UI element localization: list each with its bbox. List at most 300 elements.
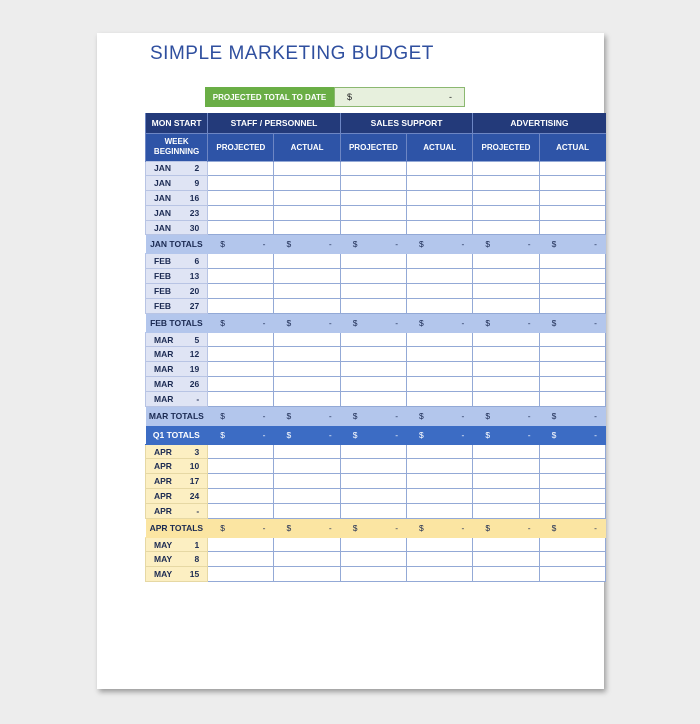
week-row [146, 474, 606, 489]
week-row [146, 220, 606, 235]
budget-input-cell[interactable] [473, 284, 539, 299]
currency-symbol: $ [352, 239, 358, 250]
week-day: 6 [194, 256, 200, 267]
budget-input-cell[interactable] [539, 347, 605, 362]
week-label-cell [146, 444, 208, 459]
budget-input-cell[interactable] [407, 176, 473, 191]
budget-input-cell[interactable] [208, 220, 274, 235]
budget-input-cell[interactable] [340, 298, 406, 313]
currency-symbol: $ [220, 239, 225, 250]
budget-input-cell[interactable] [473, 205, 539, 220]
total-value: - [328, 429, 332, 440]
budget-input-cell[interactable] [208, 391, 274, 406]
totals-label: APR TOTALS [146, 518, 208, 537]
budget-input-cell[interactable] [340, 254, 406, 269]
budget-input-cell[interactable] [473, 176, 539, 191]
category-header-sales: SALES SUPPORT [340, 113, 473, 133]
totals-label: JAN TOTALS [146, 235, 208, 254]
week-day: 20 [189, 285, 200, 296]
week-month: JAN [154, 207, 172, 218]
budget-input-cell[interactable] [539, 489, 605, 504]
totals-value-cell [340, 425, 406, 444]
week-label-cell [146, 284, 208, 299]
total-value: - [594, 410, 597, 421]
budget-input-cell[interactable] [340, 537, 406, 552]
budget-input-cell[interactable] [340, 567, 406, 582]
budget-input-cell[interactable] [539, 205, 605, 220]
budget-input-cell[interactable] [208, 205, 274, 220]
budget-input-cell[interactable] [473, 298, 539, 313]
budget-input-cell[interactable] [473, 269, 539, 284]
budget-input-cell[interactable] [208, 176, 274, 191]
budget-input-cell[interactable] [473, 391, 539, 406]
week-row [146, 269, 606, 284]
budget-input-cell[interactable] [208, 537, 274, 552]
budget-input-cell[interactable] [407, 332, 473, 347]
budget-input-cell[interactable] [208, 269, 274, 284]
budget-input-cell[interactable] [539, 161, 605, 176]
currency-symbol: $ [551, 317, 557, 328]
budget-input-cell[interactable] [208, 254, 274, 269]
currency-symbol: $ [220, 522, 225, 533]
total-value: - [395, 522, 399, 533]
totals-value-cell [274, 313, 340, 332]
budget-input-cell[interactable] [473, 362, 539, 377]
currency-symbol: $ [352, 522, 358, 533]
currency-symbol: $ [352, 410, 358, 421]
totals-value-cell [539, 313, 605, 332]
totals-value-cell [539, 518, 605, 537]
budget-input-cell[interactable] [539, 552, 605, 567]
budget-input-cell[interactable] [208, 552, 274, 567]
budget-input-cell[interactable] [539, 391, 605, 406]
budget-input-cell[interactable] [473, 332, 539, 347]
subcol-header: ACTUAL [274, 133, 340, 161]
week-month: FEB [154, 271, 171, 282]
week-day: 9 [194, 178, 200, 189]
week-row [146, 489, 606, 504]
budget-input-cell[interactable] [340, 161, 406, 176]
currency-symbol: $ [286, 410, 292, 421]
week-month: JAN [154, 222, 172, 233]
week-day: 23 [189, 207, 200, 218]
week-month: FEB [154, 300, 171, 311]
budget-input-cell[interactable] [340, 474, 406, 489]
currency-symbol: $ [220, 429, 225, 440]
week-beginning-header: WEEK BEGINNING [146, 133, 208, 161]
week-month: FEB [154, 285, 171, 296]
budget-input-cell[interactable] [407, 254, 473, 269]
week-row [146, 176, 606, 191]
total-value: - [461, 410, 465, 421]
week-row [146, 332, 606, 347]
totals-label: Q1 TOTALS [146, 425, 208, 444]
budget-input-cell[interactable] [208, 284, 274, 299]
totals-label: MAR TOTALS [146, 406, 208, 425]
total-value: - [395, 317, 399, 328]
budget-input-cell[interactable] [473, 161, 539, 176]
budget-input-cell[interactable] [539, 254, 605, 269]
budget-input-cell[interactable] [274, 347, 340, 362]
totals-row [146, 313, 606, 332]
budget-input-cell[interactable] [274, 567, 340, 582]
budget-input-cell[interactable] [274, 391, 340, 406]
week-row [146, 191, 606, 206]
budget-input-cell[interactable] [274, 191, 340, 206]
week-row [146, 362, 606, 377]
budget-input-cell[interactable] [539, 459, 605, 474]
currency-symbol: $ [419, 522, 424, 533]
total-value: - [328, 410, 332, 421]
week-day: 30 [189, 222, 200, 233]
totals-value-cell [340, 313, 406, 332]
total-value: - [461, 317, 465, 328]
budget-input-cell[interactable] [473, 377, 539, 392]
budget-input-cell[interactable] [407, 205, 473, 220]
budget-input-cell[interactable] [340, 220, 406, 235]
budget-input-cell[interactable] [340, 191, 406, 206]
budget-input-cell[interactable] [274, 489, 340, 504]
week-label-cell [146, 567, 208, 582]
budget-input-cell[interactable] [539, 220, 605, 235]
currency-symbol: $ [419, 410, 424, 421]
budget-input-cell[interactable] [539, 332, 605, 347]
budget-input-cell[interactable] [407, 567, 473, 582]
projected-total-box [205, 87, 465, 107]
budget-input-cell[interactable] [407, 269, 473, 284]
budget-input-cell[interactable] [539, 444, 605, 459]
total-value: - [262, 429, 266, 440]
budget-input-cell[interactable] [274, 459, 340, 474]
totals-value-cell [208, 313, 274, 332]
budget-input-cell[interactable] [208, 377, 274, 392]
totals-value-cell [539, 425, 605, 444]
week-month: MAR [154, 364, 174, 375]
budget-input-cell[interactable] [473, 459, 539, 474]
budget-input-cell[interactable] [473, 474, 539, 489]
week-day: 3 [194, 446, 200, 457]
week-row [146, 254, 606, 269]
projected-total-label: PROJECTED TOTAL TO DATE [205, 87, 334, 107]
totals-value-cell [208, 406, 274, 425]
totals-value-cell [274, 235, 340, 254]
total-value: - [262, 239, 266, 250]
page-title: SIMPLE MARKETING BUDGET [150, 43, 434, 64]
budget-input-cell[interactable] [208, 489, 274, 504]
budget-input-cell[interactable] [208, 567, 274, 582]
week-month: JAN [154, 178, 172, 189]
budget-input-cell[interactable] [208, 191, 274, 206]
totals-value-cell [473, 425, 539, 444]
budget-input-cell[interactable] [539, 503, 605, 518]
budget-input-cell[interactable] [539, 377, 605, 392]
week-month: MAY [154, 539, 173, 550]
week-month: JAN [154, 163, 172, 174]
projected-total-currency: $ [347, 92, 353, 102]
week-label-cell [146, 489, 208, 504]
budget-input-cell[interactable] [340, 552, 406, 567]
budget-input-cell[interactable] [274, 161, 340, 176]
week-month: APR [154, 476, 172, 487]
budget-input-cell[interactable] [274, 254, 340, 269]
total-value: - [262, 317, 266, 328]
totals-row [146, 235, 606, 254]
budget-input-cell[interactable] [407, 362, 473, 377]
budget-input-cell[interactable] [539, 567, 605, 582]
currency-symbol: $ [551, 239, 557, 250]
currency-symbol: $ [485, 522, 491, 533]
week-day: 24 [189, 490, 200, 501]
totals-value-cell [473, 313, 539, 332]
budget-input-cell[interactable] [208, 362, 274, 377]
budget-input-cell[interactable] [340, 284, 406, 299]
currency-symbol: $ [551, 522, 557, 533]
budget-input-cell[interactable] [539, 284, 605, 299]
budget-input-cell[interactable] [407, 284, 473, 299]
week-row [146, 444, 606, 459]
budget-input-cell[interactable] [274, 332, 340, 347]
week-row [146, 284, 606, 299]
week-label-cell [146, 205, 208, 220]
week-label-cell [146, 347, 208, 362]
total-value: - [328, 239, 332, 250]
week-label-cell [146, 377, 208, 392]
week-label-cell [146, 191, 208, 206]
budget-input-cell[interactable] [340, 362, 406, 377]
budget-input-cell[interactable] [340, 269, 406, 284]
budget-input-cell[interactable] [274, 537, 340, 552]
budget-input-cell[interactable] [340, 503, 406, 518]
budget-input-cell[interactable] [274, 269, 340, 284]
budget-input-cell[interactable] [407, 298, 473, 313]
subcol-header: PROJECTED [473, 133, 539, 161]
budget-input-cell[interactable] [407, 537, 473, 552]
week-month: MAR [154, 349, 174, 360]
week-row [146, 459, 606, 474]
budget-input-cell[interactable] [340, 489, 406, 504]
budget-input-cell[interactable] [208, 444, 274, 459]
budget-input-cell[interactable] [274, 205, 340, 220]
week-month: MAR [154, 393, 174, 404]
totals-label: FEB TOTALS [146, 313, 208, 332]
currency-symbol: $ [352, 317, 358, 328]
budget-input-cell[interactable] [407, 161, 473, 176]
budget-table [145, 113, 606, 582]
budget-input-cell[interactable] [340, 347, 406, 362]
totals-value-cell [473, 235, 539, 254]
week-label-cell [146, 269, 208, 284]
week-label-cell [146, 537, 208, 552]
week-day: 1 [194, 539, 200, 550]
budget-input-cell[interactable] [473, 503, 539, 518]
currency-symbol: $ [286, 317, 292, 328]
week-month: APR [154, 446, 172, 457]
budget-input-cell[interactable] [274, 552, 340, 567]
week-label-cell [146, 254, 208, 269]
budget-input-cell[interactable] [208, 332, 274, 347]
budget-input-cell[interactable] [340, 459, 406, 474]
currency-symbol: $ [220, 317, 225, 328]
week-label-cell [146, 552, 208, 567]
budget-input-cell[interactable] [473, 552, 539, 567]
week-month: APR [154, 461, 172, 472]
total-value: - [527, 317, 531, 328]
category-header-staff: STAFF / PERSONNEL [208, 113, 341, 133]
totals-row [146, 518, 606, 537]
budget-input-cell[interactable] [340, 332, 406, 347]
budget-input-cell[interactable] [407, 391, 473, 406]
totals-value-cell [274, 425, 340, 444]
total-value: - [594, 522, 597, 533]
week-month: APR [154, 505, 172, 516]
budget-input-cell[interactable] [340, 205, 406, 220]
budget-input-cell[interactable] [208, 474, 274, 489]
budget-input-cell[interactable] [407, 220, 473, 235]
budget-input-cell[interactable] [274, 298, 340, 313]
projected-total-value: - [449, 92, 452, 102]
budget-input-cell[interactable] [473, 444, 539, 459]
week-row [146, 205, 606, 220]
totals-value-cell [274, 406, 340, 425]
budget-input-cell[interactable] [473, 489, 539, 504]
week-row [146, 391, 606, 406]
week-day: 13 [189, 271, 200, 282]
budget-input-cell[interactable] [407, 552, 473, 567]
budget-input-cell[interactable] [539, 362, 605, 377]
totals-value-cell [208, 235, 274, 254]
week-day: 5 [194, 334, 200, 345]
budget-input-cell[interactable] [539, 191, 605, 206]
budget-input-cell[interactable] [208, 161, 274, 176]
total-value: - [527, 522, 531, 533]
budget-input-cell[interactable] [274, 377, 340, 392]
budget-input-cell[interactable] [208, 298, 274, 313]
budget-input-cell[interactable] [274, 284, 340, 299]
week-label-cell [146, 298, 208, 313]
totals-value-cell [340, 518, 406, 537]
budget-input-cell[interactable] [407, 191, 473, 206]
budget-input-cell[interactable] [208, 347, 274, 362]
week-row [146, 503, 606, 518]
week-day: 8 [194, 554, 200, 565]
week-day: - [196, 393, 200, 404]
totals-value-cell [407, 518, 473, 537]
budget-input-cell[interactable] [473, 537, 539, 552]
totals-value-cell [407, 313, 473, 332]
budget-input-cell[interactable] [407, 489, 473, 504]
total-value: - [395, 239, 399, 250]
total-value: - [527, 239, 531, 250]
week-label-cell [146, 391, 208, 406]
week-label-cell [146, 503, 208, 518]
total-value: - [461, 522, 465, 533]
budget-input-cell[interactable] [274, 503, 340, 518]
totals-value-cell [274, 518, 340, 537]
totals-value-cell [407, 235, 473, 254]
week-day: 10 [189, 461, 200, 472]
week-label-cell [146, 459, 208, 474]
total-value: - [262, 410, 266, 421]
budget-input-cell[interactable] [473, 347, 539, 362]
totals-value-cell [473, 518, 539, 537]
budget-input-cell[interactable] [340, 176, 406, 191]
week-month: JAN [154, 192, 172, 203]
budget-input-cell[interactable] [340, 444, 406, 459]
budget-input-cell[interactable] [473, 191, 539, 206]
subcol-header: PROJECTED [208, 133, 274, 161]
budget-input-cell[interactable] [208, 459, 274, 474]
currency-symbol: $ [220, 410, 225, 421]
budget-table-body [146, 161, 606, 582]
budget-input-cell[interactable] [539, 298, 605, 313]
budget-input-cell[interactable] [473, 254, 539, 269]
totals-value-cell [473, 406, 539, 425]
projected-total-value-cell[interactable] [334, 87, 465, 107]
totals-value-cell [340, 235, 406, 254]
budget-input-cell[interactable] [473, 567, 539, 582]
budget-input-cell[interactable] [274, 474, 340, 489]
week-day: 19 [189, 364, 200, 375]
subcol-header: ACTUAL [539, 133, 605, 161]
week-day: 15 [189, 569, 200, 580]
budget-input-cell[interactable] [539, 474, 605, 489]
totals-row [146, 406, 606, 425]
totals-value-cell [407, 425, 473, 444]
budget-input-cell[interactable] [407, 377, 473, 392]
week-label-cell [146, 474, 208, 489]
budget-input-cell[interactable] [539, 269, 605, 284]
total-value: - [594, 239, 597, 250]
total-value: - [395, 429, 399, 440]
week-row [146, 298, 606, 313]
week-row [146, 567, 606, 582]
total-value: - [527, 410, 531, 421]
budget-input-cell[interactable] [407, 444, 473, 459]
budget-input-cell[interactable] [340, 377, 406, 392]
budget-input-cell[interactable] [539, 537, 605, 552]
currency-symbol: $ [419, 239, 424, 250]
week-day: 2 [194, 163, 200, 174]
budget-input-cell[interactable] [274, 444, 340, 459]
currency-symbol: $ [352, 429, 358, 440]
budget-input-cell[interactable] [473, 220, 539, 235]
week-row [146, 161, 606, 176]
totals-value-cell [539, 235, 605, 254]
currency-symbol: $ [485, 410, 491, 421]
week-month: MAY [154, 569, 173, 580]
currency-symbol: $ [419, 429, 424, 440]
week-label-cell [146, 332, 208, 347]
totals-value-cell [208, 518, 274, 537]
budget-input-cell[interactable] [208, 503, 274, 518]
week-label-cell [146, 220, 208, 235]
week-day: 27 [189, 300, 200, 311]
budget-input-cell[interactable] [274, 362, 340, 377]
currency-symbol: $ [419, 317, 424, 328]
budget-input-cell[interactable] [407, 459, 473, 474]
totals-value-cell [340, 406, 406, 425]
budget-input-cell[interactable] [340, 391, 406, 406]
budget-input-cell[interactable] [274, 176, 340, 191]
budget-input-cell[interactable] [407, 347, 473, 362]
budget-input-cell[interactable] [407, 503, 473, 518]
budget-input-cell[interactable] [407, 474, 473, 489]
week-month: MAR [154, 334, 174, 345]
currency-symbol: $ [286, 239, 292, 250]
budget-input-cell[interactable] [539, 176, 605, 191]
budget-input-cell[interactable] [274, 220, 340, 235]
week-label-cell [146, 362, 208, 377]
